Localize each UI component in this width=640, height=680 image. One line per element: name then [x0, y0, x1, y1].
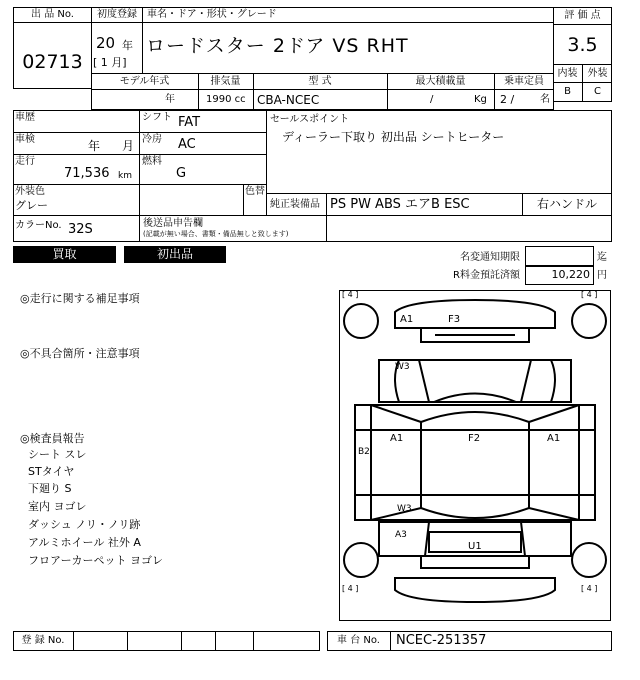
- capacity-unit: 名: [540, 94, 550, 105]
- fuel-value: G: [176, 166, 187, 181]
- tire-front-left-label: [ 4 ]: [342, 290, 359, 299]
- mileage-value: 71,536: [64, 166, 110, 181]
- tire-rear-left-icon: [344, 543, 378, 577]
- ac-value: AC: [178, 137, 196, 152]
- type-label: 型 式: [308, 76, 332, 87]
- door-left-label: A1: [390, 433, 404, 444]
- recycle-value: 10,220: [551, 268, 590, 281]
- rear-bumper-shape: [395, 578, 555, 602]
- inspection-year: 年: [88, 139, 101, 153]
- cabin-shape: [421, 412, 529, 518]
- color-no-value: 32S: [68, 222, 93, 237]
- inspection-month: 月: [122, 139, 135, 153]
- front-fender-left-label: W3: [395, 362, 410, 372]
- bumper-front-f-label: F3: [448, 314, 461, 325]
- trunk-label: U1: [468, 541, 482, 552]
- shift-label: シフト: [142, 112, 172, 123]
- inspector-line: STタイヤ: [28, 465, 75, 478]
- chassis-value: NCEC-251357: [396, 633, 487, 648]
- tire-rear-left-label: [ 4 ]: [342, 584, 359, 593]
- mileage-label: 走行: [15, 156, 35, 167]
- front-bumper-shape: [395, 300, 555, 328]
- sales-point-value: ディーラー下取り 初出品 シートヒーター: [282, 130, 505, 144]
- door-right-label: A1: [547, 433, 561, 444]
- name-change-unit: 迄: [597, 252, 607, 263]
- ac-label: 冷房: [142, 134, 162, 145]
- sales-point-label: セールスポイント: [270, 114, 350, 125]
- rear-quarter-left-label: A3: [395, 530, 407, 540]
- equipment-label: 純正装備品: [270, 199, 320, 210]
- exterior-label: 外装: [587, 68, 608, 79]
- roof-label: F2: [468, 433, 481, 444]
- month-value: [ 1 月]: [93, 56, 127, 69]
- history-label: 車歴: [15, 112, 35, 123]
- exterior-color-value: グレー: [15, 199, 48, 212]
- year-value: 20: [96, 34, 116, 52]
- inspector-line: 室内 ヨゴレ: [28, 500, 87, 513]
- handle-value: 右ハンドル: [536, 197, 597, 211]
- sill-left-label: B2: [358, 447, 370, 457]
- car-diagram: [339, 290, 611, 621]
- interior-value: B: [564, 86, 571, 97]
- docs-note: (記載が無い場合、書類・備品無しと致します): [143, 230, 289, 238]
- repaint-label: 色替: [245, 186, 265, 197]
- first-listing-tag: 初出品: [124, 246, 226, 263]
- recycle-unit: 円: [597, 270, 607, 281]
- year-unit: 年: [122, 39, 133, 52]
- tire-front-left-icon: [344, 304, 378, 338]
- grade-value: 3.5: [567, 34, 598, 56]
- buy-tag: 買取: [13, 246, 116, 263]
- tire-rear-right-label: [ 4 ]: [581, 584, 598, 593]
- capacity-label: 乗車定員: [504, 76, 544, 87]
- name-change-label: 名変通知期限: [460, 252, 520, 263]
- fuel-label: 燃料: [142, 156, 162, 167]
- defects-notes-title: ◎不具合箇所・注意事項: [20, 347, 140, 360]
- lot-number: 02713: [22, 51, 83, 73]
- inspector-line: アルミホイール 社外 A: [28, 536, 141, 549]
- max-load-slash: /: [430, 94, 434, 105]
- model-year-unit: 年: [165, 94, 175, 105]
- inspector-line: シート スレ: [28, 448, 87, 461]
- model-year-label: モデル年式: [119, 76, 170, 87]
- recycle-label: R料金預託済額: [453, 270, 520, 281]
- name-change-value-box: [525, 246, 594, 266]
- displacement-label: 排気量: [210, 76, 241, 87]
- max-load-label: 最大積載量: [415, 76, 466, 87]
- type-value: CBA-NCEC: [257, 93, 320, 107]
- tire-front-right-label: [ 4 ]: [581, 290, 598, 299]
- car-name: ロードスター 2ドア VS RHT: [146, 35, 409, 57]
- interior-label: 内装: [557, 68, 578, 79]
- shift-value: FAT: [178, 115, 201, 130]
- tire-rear-right-icon: [572, 543, 606, 577]
- inspector-line: ダッシュ ノリ・ノリ跡: [28, 518, 141, 531]
- exterior-value: C: [594, 86, 601, 97]
- mileage-unit: km: [118, 171, 132, 181]
- inspector-report-title: ◎検査員報告: [20, 432, 85, 445]
- chassis-label: 車 台 No.: [337, 635, 380, 646]
- max-load-unit: Kg: [474, 94, 487, 105]
- exterior-color-label: 外装色: [15, 186, 45, 197]
- equipment-value: PS PW ABS エアB ESC: [330, 197, 470, 212]
- driving-notes-title: ◎走行に関する補足事項: [20, 292, 140, 305]
- color-docs-box: [13, 215, 612, 242]
- rear-fender-left-label: W3: [397, 504, 412, 514]
- capacity-value: 2 /: [500, 93, 515, 106]
- reg-no-label: 登 録 No.: [21, 635, 65, 646]
- lot-label: 出 品 No.: [31, 9, 74, 20]
- bumper-front-a-label: A1: [400, 314, 414, 325]
- inspector-line: 下廻り S: [28, 482, 72, 495]
- displacement-value: 1990 cc: [206, 94, 246, 105]
- docs-label: 後送品申告欄: [143, 218, 203, 229]
- inspector-line: フロアーカーペット ヨゴレ: [28, 554, 163, 567]
- first-reg-label: 初度登録: [97, 9, 137, 20]
- color-no-label: カラーNo.: [15, 220, 62, 231]
- details-left-box: [13, 110, 267, 216]
- inspection-label: 車検: [15, 134, 35, 145]
- car-name-label: 車名・ドア・形状・グレード: [147, 9, 277, 20]
- body-shape: [355, 405, 595, 520]
- grade-label: 評 価 点: [564, 10, 601, 21]
- tire-front-right-icon: [572, 304, 606, 338]
